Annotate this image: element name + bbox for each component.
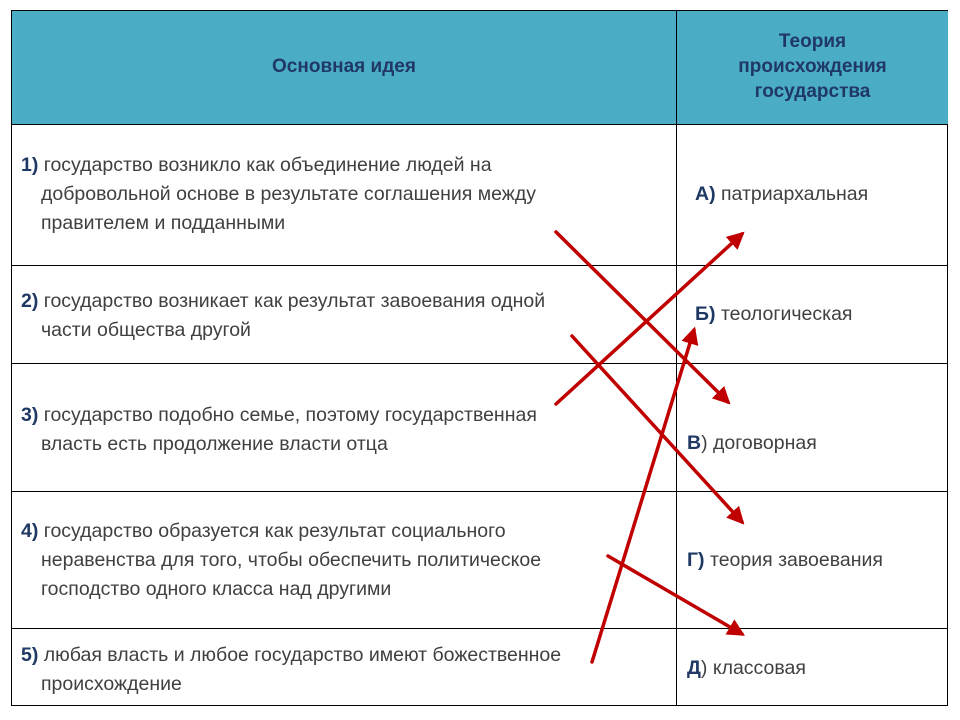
matching-table (11, 10, 948, 706)
theory-text: теория завоевания (709, 549, 883, 571)
idea-5 (21, 641, 661, 699)
theory-text: ) классовая (700, 657, 806, 679)
column-divider (676, 11, 677, 705)
theory-letter: Б) (695, 303, 716, 325)
idea-text-line: государство возникло как объединение людей на (43, 154, 492, 176)
idea-text-line: неравенства для того, чтобы обеспечить политическое (41, 549, 542, 571)
theory-letter: В (687, 432, 702, 454)
theory-g (687, 549, 883, 572)
idea-number: 4) (21, 520, 39, 542)
idea-3 (21, 401, 661, 459)
idea-number: 5) (21, 644, 39, 666)
idea-text-line: государство подобно семье, поэтому государственная (43, 404, 537, 426)
theory-v (687, 432, 817, 455)
idea-number: 2) (21, 290, 39, 312)
row-divider (12, 124, 947, 125)
header-theory-line: государства (754, 80, 871, 102)
row-divider (12, 491, 947, 492)
idea-text-line: господство одного класса над другими (41, 578, 392, 600)
theory-letter: А) (695, 183, 716, 205)
theory-text: ) договорная (701, 432, 817, 454)
row-divider (12, 265, 947, 266)
idea-text-line: государство возникает как результат завоевания одной (43, 290, 546, 312)
theory-d (687, 657, 806, 680)
header-theory-cell (677, 11, 948, 124)
idea-text-line: добровольной основе в результате соглашения между (41, 183, 536, 205)
header-theory-line: происхождения (738, 56, 887, 78)
idea-2 (21, 287, 661, 345)
header-theory-line: Теория (778, 31, 847, 53)
idea-text-line: происхождение (41, 673, 182, 695)
idea-text-line: власть есть продолжение власти отца (41, 433, 388, 455)
row-divider (12, 363, 947, 364)
idea-4 (21, 517, 661, 604)
idea-1 (21, 151, 661, 238)
theory-text: патриархальная (721, 183, 869, 205)
idea-number: 3) (21, 404, 39, 426)
theory-letter: Д (687, 657, 701, 679)
header-idea-cell (12, 11, 676, 124)
idea-text-line: части общества другой (41, 319, 251, 341)
theory-a (695, 183, 868, 206)
theory-text: теологическая (720, 303, 853, 325)
idea-text-line: государство образуется как результат социального (43, 520, 506, 542)
idea-number: 1) (21, 154, 39, 176)
idea-text-line: правителем и подданными (41, 212, 286, 234)
row-divider (12, 628, 947, 629)
idea-text-line: любая власть и любое государство имеют божественное (43, 644, 562, 666)
theory-letter: Г) (687, 549, 705, 571)
theory-b (695, 303, 852, 326)
header-idea-title: Основная идея (272, 56, 416, 78)
